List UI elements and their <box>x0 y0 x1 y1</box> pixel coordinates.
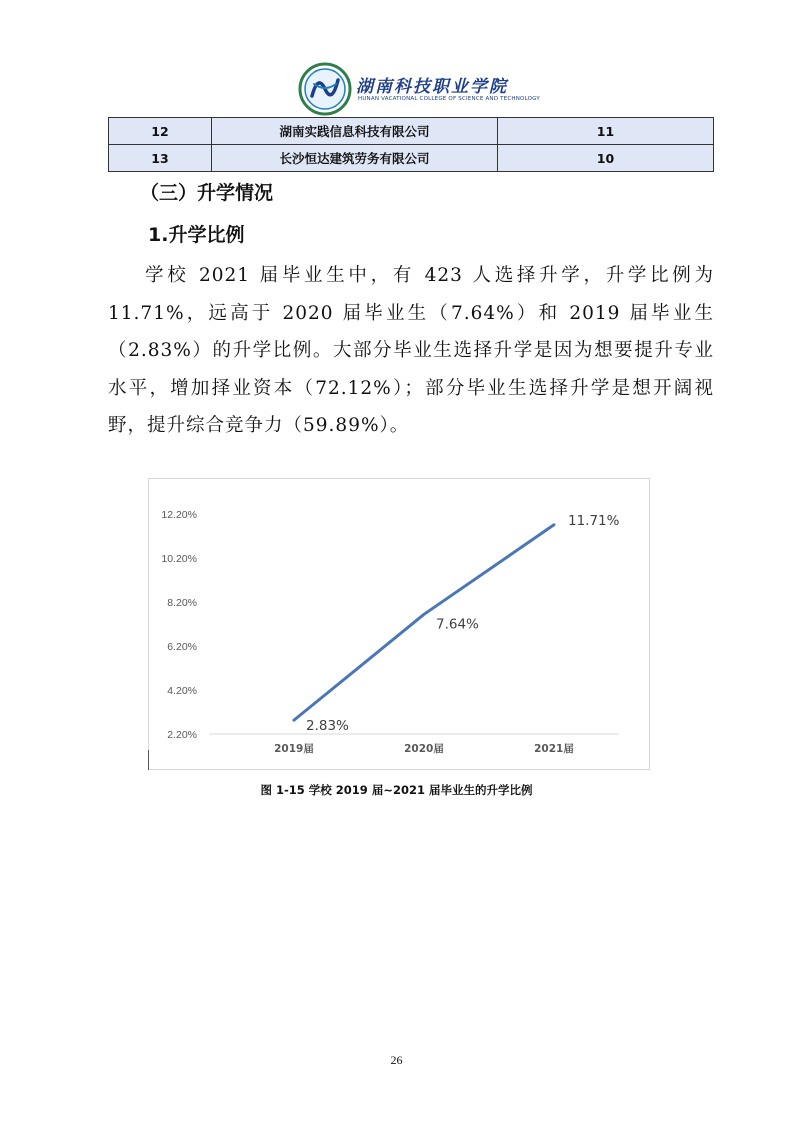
y-tick-label: 10.20% <box>161 553 197 565</box>
series-line <box>294 525 554 720</box>
hire-count: 11 <box>498 118 714 145</box>
y-tick-label: 4.20% <box>167 685 197 697</box>
data-label: 7.64% <box>436 616 479 633</box>
table-row <box>109 145 714 172</box>
company-name: 湖南实践信息科技有限公司 <box>212 118 498 145</box>
x-tick-label: 2020届 <box>404 743 444 755</box>
line-chart <box>149 479 649 769</box>
school-name-english: HUNAN VACATIONAL COLLEGE OF SCIENCE AND TECHNOLOGY <box>358 96 540 102</box>
company-table <box>108 117 714 172</box>
figure-caption: 图 1-15 学校 2019 届~2021 届毕业生的升学比例 <box>260 783 533 797</box>
chart-edge-mark <box>148 750 149 770</box>
y-tick-label: 8.20% <box>167 597 197 609</box>
page-number: 26 <box>390 1053 403 1067</box>
row-number: 13 <box>109 145 212 172</box>
data-label: 2.83% <box>306 718 349 735</box>
x-tick-label: 2019届 <box>274 743 314 755</box>
school-name: 湖南科技职业学院 <box>356 77 508 97</box>
row-number: 12 <box>109 118 212 145</box>
subsection-heading: 1.升学比例 <box>148 224 245 246</box>
hire-count: 10 <box>498 145 714 172</box>
table-row <box>109 118 714 145</box>
school-logo-icon <box>298 62 352 116</box>
y-tick-label: 6.20% <box>167 641 197 653</box>
x-tick-label: 2021届 <box>534 743 574 755</box>
data-label: 11.71% <box>568 512 620 529</box>
y-tick-label: 2.20% <box>167 729 197 741</box>
body-paragraph: 学校 2021 届毕业生中，有 423 人选择升学，升学比例为 11.71%，远高于 2020 届毕业生（7.64%）和 2019 届毕业生（2.83%）的升学比例。大部分毕业生选择升学是因为想要提升专业水平，增加择业资本（72.12%）；部分毕业生选择升学是想开阔视野，提升综合竞争力（59.89%）。 <box>108 265 714 436</box>
section-heading: （三）升学情况 <box>140 182 274 204</box>
y-tick-label: 12.20% <box>161 509 197 521</box>
company-name: 长沙恒达建筑劳务有限公司 <box>212 145 498 172</box>
chart-container <box>148 478 650 770</box>
